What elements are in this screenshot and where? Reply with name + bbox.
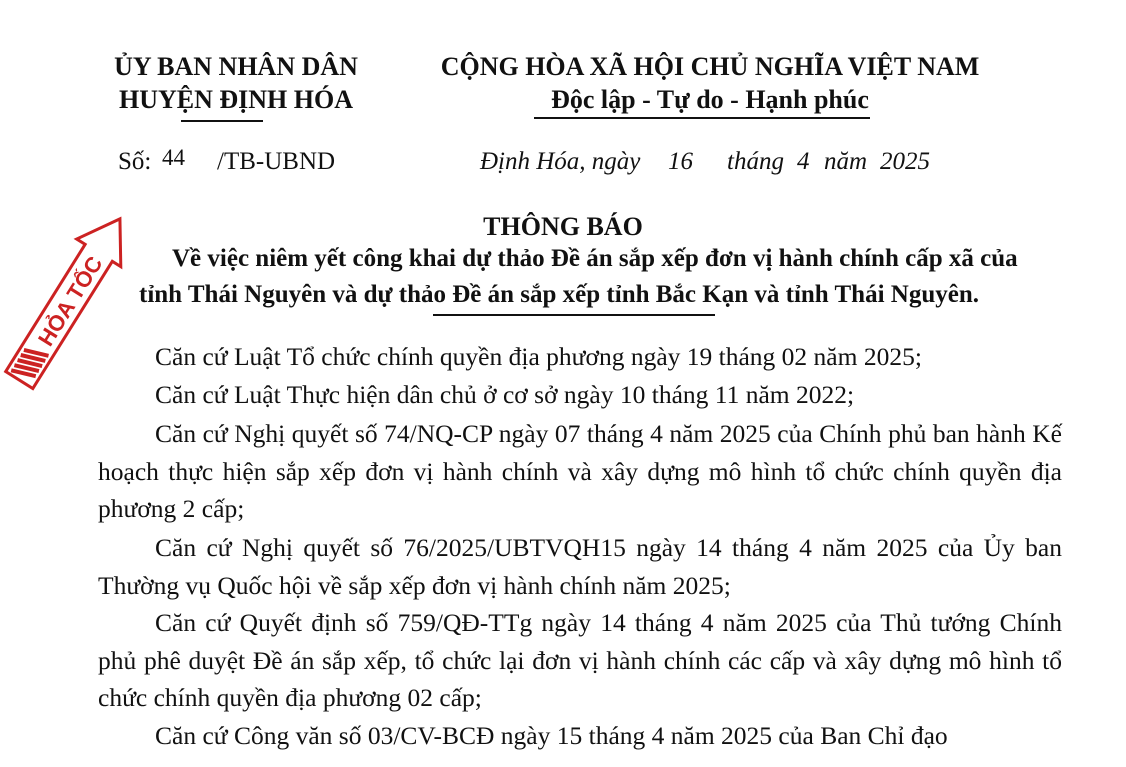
date-year: 2025 [880,148,930,175]
org-underline [181,120,263,122]
legal-basis-2: Căn cứ Luật Thực hiện dân chủ ở cơ sở ngày 10 tháng 11 năm 2022; [155,380,855,409]
date-day: 16 [668,148,693,175]
legal-basis-5: Căn cứ Quyết định số 759/QĐ-TTg ngày 14 tháng 4 năm 2025 của Thủ tướng Chính phủ phê duyệt Đề án sắp xếp, tổ chức lại đơn vị hành chính các cấp và xây dựng mô hình tổ chức chính quyền địa phương 02 cấp; [98,608,1062,712]
national-title: CỘNG HÒA XÃ HỘI CHỦ NGHĨA VIỆT NAM [440,52,980,81]
date-year-label: năm [824,148,868,175]
document-title: THÔNG BÁO [483,212,643,241]
place-date-label: Định Hóa, ngày [480,148,641,175]
legal-basis-6: Căn cứ Công văn số 03/CV-BCĐ ngày 15 tháng 4 năm 2025 của Ban Chỉ đạo [155,721,948,750]
date-month-label: tháng [727,148,784,175]
issuing-authority: ỦY BAN NHÂN DÂN [114,52,358,81]
date-month: 4 [797,148,810,175]
national-motto: Độc lập - Tự do - Hạnh phúc [551,85,869,114]
legal-basis-1: Căn cứ Luật Tổ chức chính quyền địa phương ngày 19 tháng 02 năm 2025; [155,342,922,371]
legal-basis-4: Căn cứ Nghị quyết số 76/2025/UBTVQH15 ngày 14 tháng 4 năm 2025 của Ủy ban Thường vụ Quốc hội về sắp xếp đơn vị hành chính năm 2025; [98,533,1062,600]
stamp-text: HỎA TỐC [33,251,108,351]
subject-line-2: tỉnh Thái Nguyên và dự thảo Đề án sắp xếp tỉnh Bắc Kạn và tỉnh Thái Nguyên. [139,281,979,308]
motto-underline [534,117,870,119]
doc-number: 44 [162,145,185,170]
doc-number-prefix: Số: [118,148,152,175]
issuing-district: HUYỆN ĐỊNH HÓA [118,85,353,114]
subject-line-1: Về việc niêm yết công khai dự thảo Đề án sắp xếp đơn vị hành chính cấp xã của [172,245,1018,272]
doc-number-suffix: /TB-UBND [217,148,336,175]
legal-basis-3: Căn cứ Nghị quyết số 74/NQ-CP ngày 07 tháng 4 năm 2025 của Chính phủ ban hành Kế hoạch thực hiện sắp xếp đơn vị hành chính và xây dựng mô hình tổ chức chính quyền địa phương 2 cấp; [98,419,1062,523]
subject-underline [433,314,715,316]
